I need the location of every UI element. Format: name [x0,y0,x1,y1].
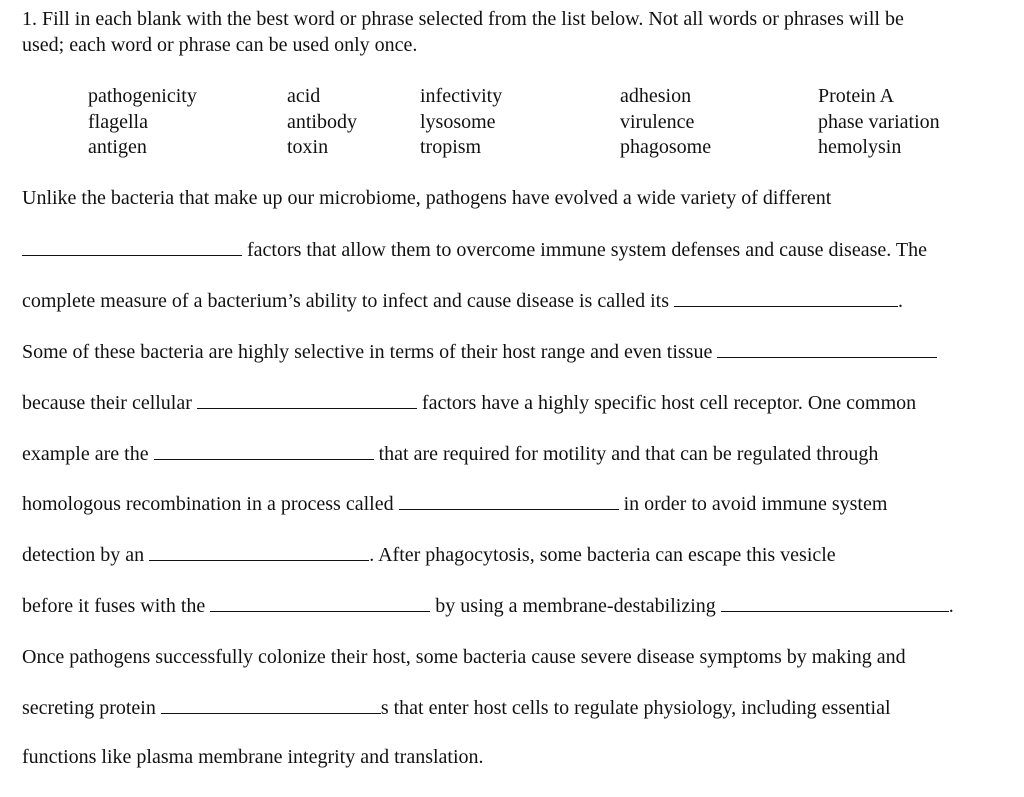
word-bank-column-5 [818,84,940,161]
word-bank-item: Protein A [818,85,895,107]
instructions-line-1: 1. Fill in each blank with the best word or phrase selected from the list below. Not all words or phrases will be [22,8,904,30]
answer-blank-7[interactable] [149,542,369,561]
word-bank-item: phase variation [818,110,940,133]
word-bank-item: antigen [88,136,147,158]
passage-line-5 [22,390,916,415]
word-bank-item: lysosome [420,110,496,133]
word-bank-column-3 [420,84,502,161]
word-bank-column-4 [620,84,711,161]
passage-line-4 [22,339,937,364]
passage-text: . [948,595,954,617]
word-bank-item: acid [287,85,321,107]
word-bank-item: virulence [620,110,695,133]
answer-blank-10[interactable] [161,695,381,714]
passage-text: homologous recombination in a process called [22,493,394,515]
answer-blank-5[interactable] [154,441,374,460]
word-bank-column-1 [88,84,197,161]
passage-text: . [897,290,903,312]
passage-text: because their cellular [22,392,192,414]
passage-line-2 [22,237,927,262]
answer-blank-9[interactable] [721,593,949,612]
word-bank-item: hemolysin [818,136,902,158]
answer-blank-8[interactable] [210,593,430,612]
passage-text: example are the [22,443,149,465]
answer-blank-3[interactable] [717,339,937,358]
passage-text: in order to avoid immune system [623,493,888,515]
passage-text: factors have a highly specific host cell receptor. One common [421,392,917,414]
passage-line-10 [22,645,906,669]
question-instructions [22,6,1012,58]
passage-line-1 [22,186,831,210]
passage-text: Some of these bacteria are highly selective in terms of their host range and even tissue [22,341,713,363]
passage-line-9 [22,593,954,618]
word-bank-item: pathogenicity [88,85,197,107]
answer-blank-6[interactable] [399,491,619,510]
passage-line-7 [22,491,887,516]
passage-text: Once pathogens successfully colonize their host, some bacteria cause severe disease symptoms by making and [22,646,906,668]
passage-text: . After phagocytosis, some bacteria can escape this vesicle [369,544,836,566]
word-bank-item: toxin [287,136,329,158]
passage-line-8 [22,542,836,567]
passage-text: complete measure of a bacterium’s ability to infect and cause disease is called its [22,290,669,312]
passage-text: detection by an [22,544,145,566]
passage-line-3 [22,288,903,313]
passage-text: functions like plasma membrane integrity and translation. [22,746,484,768]
passage-line-6 [22,441,878,466]
word-bank-item: infectivity [420,85,503,107]
answer-blank-1[interactable] [22,237,242,256]
answer-blank-4[interactable] [197,390,417,409]
word-bank [0,84,1024,164]
passage-text: by using a membrane-destabilizing [435,595,716,617]
word-bank-item: flagella [88,110,148,133]
passage-line-12 [22,745,484,769]
passage-text: that are required for motility and that can be regulated through [378,443,879,465]
word-bank-item: antibody [287,110,357,133]
passage-text: s that enter host cells to regulate physiology, including essential [380,697,891,719]
word-bank-column-2 [287,84,357,161]
word-bank-item: tropism [420,136,482,158]
instructions-line-2: used; each word or phrase can be used only once. [22,34,418,56]
word-bank-item: phagosome [620,136,712,158]
answer-blank-2[interactable] [674,288,898,307]
passage-line-11 [22,695,891,720]
passage-text: factors that allow them to overcome immune system defenses and cause disease. The [247,239,927,261]
passage-text: Unlike the bacteria that make up our microbiome, pathogens have evolved a wide variety of different [22,187,832,209]
word-bank-item: adhesion [620,85,692,107]
passage-text: before it fuses with the [22,595,206,617]
passage-text: secreting protein [22,697,156,719]
